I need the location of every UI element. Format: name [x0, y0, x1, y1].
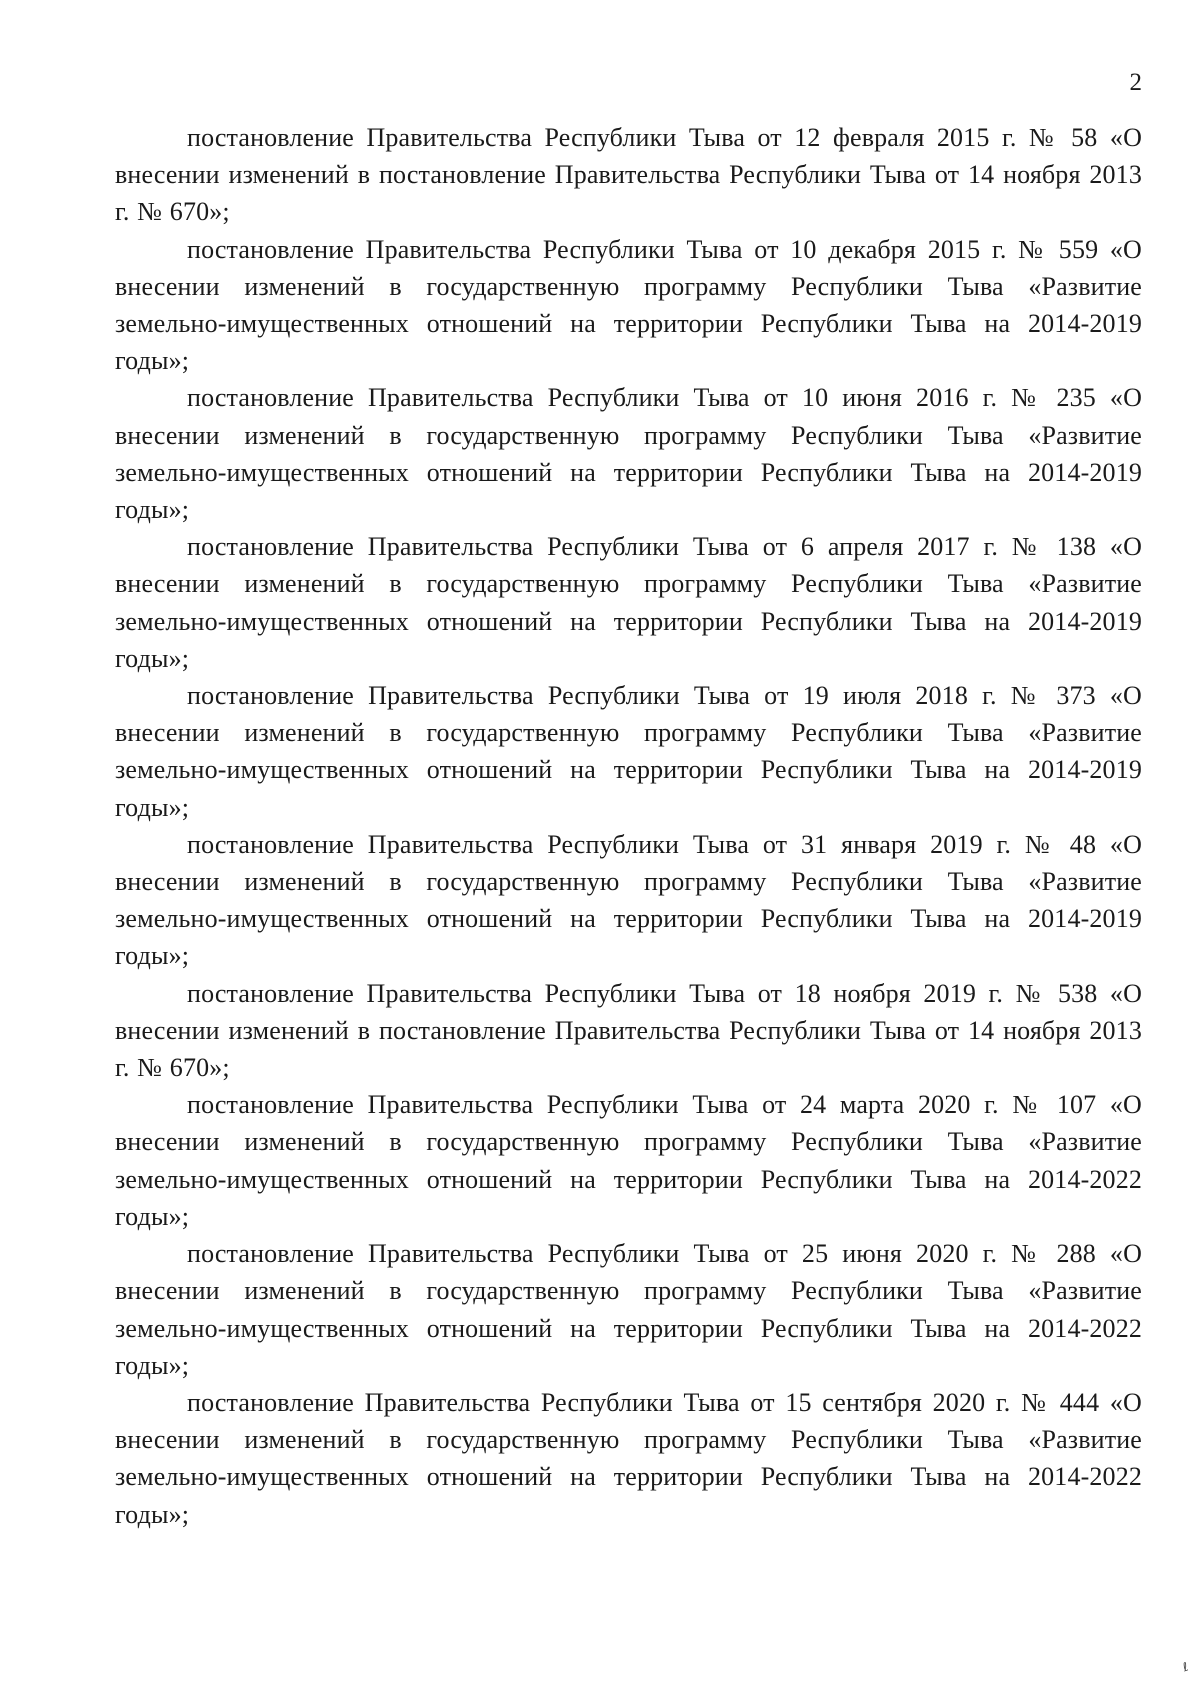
resolution-entry: постановление Правительства Республики Тыва от 10 июня 2016 г. № 235 «О внесении изменений в государственную программу Республики Тыва «Развитие земельно-имущественных отношений на территории Республики Тыва на 2014-2019 годы»; — [115, 383, 1142, 525]
resolution-entry: постановление Правительства Республики Тыва от 31 января 2019 г. № 48 «О внесении изменений в государственную программу Республики Тыва «Развитие земельно-имущественных отношений на территории Республики Тыва на 2014-2019 годы»; — [115, 829, 1142, 971]
resolution-entry: постановление Правительства Республики Тыва от 10 декабря 2015 г. № 559 «О внесении изменений в государственную программу Республики Тыва «Развитие земельно-имущественных отношений на территории Республики Тыва на 2014-2019 годы»; — [115, 234, 1142, 376]
scan-margin-mark: ℓ — [1180, 1659, 1191, 1675]
page-number: 2 — [1129, 69, 1142, 96]
resolution-entry: постановление Правительства Республики Тыва от 19 июля 2018 г. № 373 «О внесении изменений в государственную программу Республики Тыва «Развитие земельно-имущественных отношений на территории Республики Тыва на 2014-2019 годы»; — [115, 681, 1142, 822]
resolution-entry: постановление Правительства Республики Тыва от 12 февраля 2015 г. № 58 «О внесении изменений в постановление Правительства Республики Тыва от 14 ноября 2013 г. № 670»; — [115, 123, 1142, 227]
document-body — [115, 119, 1142, 1533]
resolution-entry: постановление Правительства Республики Тыва от 15 сентября 2020 г. № 444 «О внесении изменений в государственную программу Республики Тыва «Развитие земельно-имущественных отношений на территории Республики Тыва на 2014-2022 годы»; — [115, 1387, 1142, 1529]
resolution-entry: постановление Правительства Республики Тыва от 6 апреля 2017 г. № 138 «О внесении изменений в государственную программу Республики Тыва «Развитие земельно-имущественных отношений на территории Республики Тыва на 2014-2019 годы»; — [115, 532, 1142, 673]
resolution-entry: постановление Правительства Республики Тыва от 24 марта 2020 г. № 107 «О внесении изменений в государственную программу Республики Тыва «Развитие земельно-имущественных отношений на территории Республики Тыва на 2014-2022 годы»; — [115, 1090, 1142, 1231]
resolution-entry: постановление Правительства Республики Тыва от 18 ноября 2019 г. № 538 «О внесении изменений в постановление Правительства Республики Тыва от 14 ноября 2013 г. № 670»; — [115, 978, 1142, 1083]
resolution-entry: постановление Правительства Республики Тыва от 25 июня 2020 г. № 288 «О внесении изменений в государственную программу Республики Тыва «Развитие земельно-имущественных отношений на территории Республики Тыва на 2014-2022 годы»; — [115, 1239, 1142, 1380]
